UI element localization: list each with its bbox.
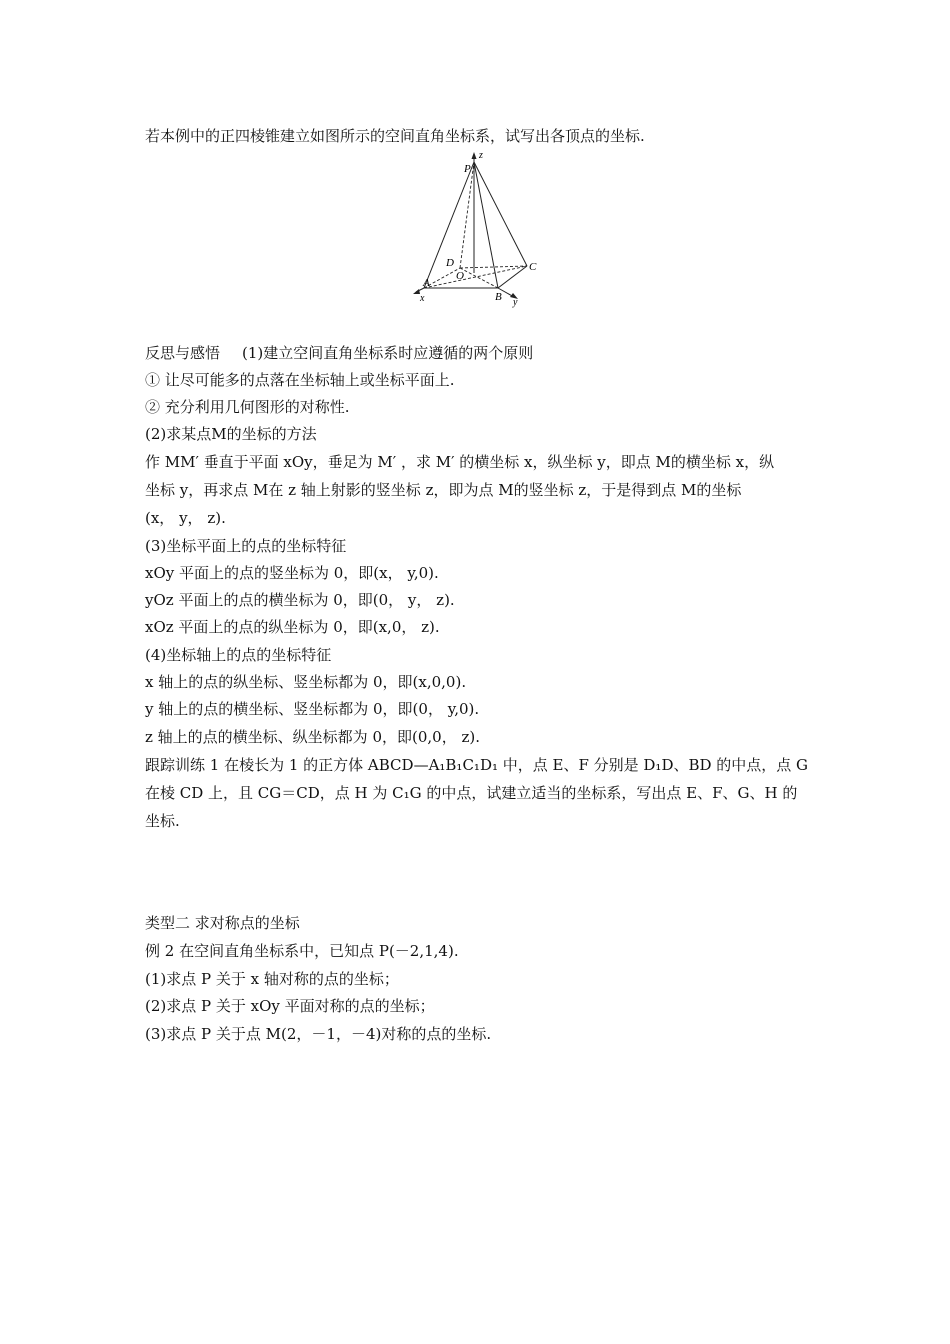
method-line-1: 作 MM′ 垂直于平面 xOy，垂足为 M′ ，求 M′ 的横坐标 x，纵坐标 y，即点 M的横坐标 x，纵 bbox=[145, 453, 775, 471]
method-title: (2)求某点M的坐标的方法 bbox=[145, 425, 317, 443]
question-2: (2)求点 P 关于 xOy 平面对称的点的坐标； bbox=[145, 997, 435, 1015]
z-axis-arrow bbox=[472, 152, 477, 159]
axis-features-title: (4)坐标轴上的点的坐标特征 bbox=[145, 646, 332, 664]
practice-line-3: 坐标. bbox=[145, 812, 180, 830]
diagonal-DB bbox=[460, 268, 498, 288]
edge-PC bbox=[474, 162, 527, 266]
label-y: y bbox=[513, 297, 518, 308]
label-P: P bbox=[464, 163, 471, 175]
principle-2: ② 充分利用几何图形的对称性. bbox=[145, 398, 350, 416]
plane-features-title: (3)坐标平面上的点的坐标特征 bbox=[145, 537, 347, 555]
section-title-type2: 类型二 求对称点的坐标 bbox=[145, 914, 300, 932]
edge-PD bbox=[460, 162, 474, 268]
pyramid-figure bbox=[410, 148, 540, 308]
principle-1: ① 让尽可能多的点落在坐标轴上或坐标平面上. bbox=[145, 371, 455, 389]
method-line-2: 坐标 y，再求点 M在 z 轴上射影的竖坐标 z，即为点 M的竖坐标 z，于是得到点 M的坐标 bbox=[145, 481, 742, 499]
reflection-heading-line bbox=[145, 343, 533, 363]
label-O: O bbox=[456, 270, 464, 282]
intro-text: 若本例中的正四棱锥建立如图所示的空间直角坐标系，试写出各顶点的坐标. bbox=[145, 127, 645, 145]
question-3: (3)求点 P 关于点 M(2，－1，－4)对称的点的坐标. bbox=[145, 1025, 492, 1043]
edge-PB bbox=[474, 162, 498, 288]
label-D: D bbox=[446, 257, 454, 269]
diagonal-AC bbox=[424, 266, 527, 288]
edge-PA bbox=[424, 162, 474, 288]
pyramid-diagram bbox=[410, 148, 540, 308]
label-z: z bbox=[479, 150, 483, 161]
question-1: (1)求点 P 关于 x 轴对称的点的坐标； bbox=[145, 970, 399, 988]
practice-line-2: 在棱 CD 上，且 CG＝CD，点 H 为 C₁G 的中点，试建立适当的坐标系，写出点 E、F、G、H 的 bbox=[145, 784, 798, 802]
label-A: A bbox=[423, 277, 430, 289]
label-x: x bbox=[420, 293, 425, 304]
method-line-3: (x， y， z). bbox=[145, 509, 226, 527]
practice-line-1: 跟踪训练 1 在棱长为 1 的正方体 ABCD—A₁B₁C₁D₁ 中，点 E、F 分别是 D₁D、BD 的中点，点 G bbox=[145, 756, 809, 774]
label-B: B bbox=[495, 291, 502, 303]
plane-feature-xoy: xOy 平面上的点的竖坐标为 0，即(x， y,0). bbox=[145, 564, 439, 582]
plane-feature-xoz: xOz 平面上的点的纵坐标为 0，即(x,0， z). bbox=[145, 618, 440, 636]
label-C: C bbox=[529, 261, 537, 273]
reflection-head: 反思与感悟 bbox=[145, 344, 221, 362]
example-2: 例 2 在空间直角坐标系中，已知点 P(－2,1,4). bbox=[145, 942, 459, 960]
plane-feature-yoz: yOz 平面上的点的横坐标为 0，即(0， y， z). bbox=[145, 591, 455, 609]
x-axis-arrow bbox=[413, 289, 420, 294]
axis-feature-x: x 轴上的点的纵坐标、竖坐标都为 0，即(x,0,0). bbox=[145, 673, 467, 691]
axis-feature-y: y 轴上的点的横坐标、竖坐标都为 0，即(0， y,0). bbox=[145, 700, 480, 718]
axis-feature-z: z 轴上的点的横坐标、纵坐标都为 0，即(0,0， z). bbox=[145, 728, 480, 746]
principles-title: (1)建立空间直角坐标系时应遵循的两个原则 bbox=[242, 344, 534, 362]
